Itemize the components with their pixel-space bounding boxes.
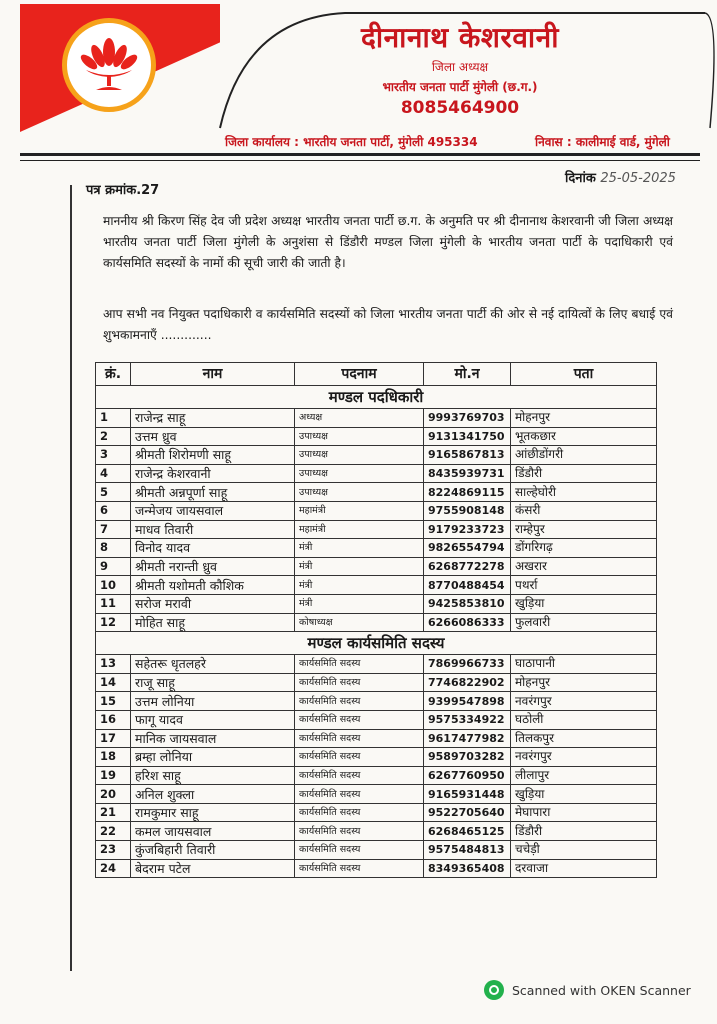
cell-mobile: 8349365408 (424, 859, 511, 878)
table-row (96, 446, 657, 465)
cell-designation: कार्यसमिति सदस्य (295, 766, 424, 785)
cell-mobile: 7746822902 (424, 673, 511, 692)
members-table (95, 362, 657, 878)
cell-designation: कोषाध्यक्ष (295, 613, 424, 632)
table-row (96, 613, 657, 632)
cell-name: श्रीमती यशोमती कौशिक (131, 576, 295, 595)
cell-designation: कार्यसमिति सदस्य (295, 785, 424, 804)
cell-address: साल्हेघोरी (511, 483, 657, 502)
cell-designation: महामंत्री (295, 501, 424, 520)
cell-mobile: 8770488454 (424, 576, 511, 595)
cell-address: भूतकछार (511, 427, 657, 446)
cell-designation: मंत्री (295, 557, 424, 576)
cell-designation: उपाध्यक्ष (295, 464, 424, 483)
cell-mobile: 9165867813 (424, 446, 511, 465)
cell-designation: मंत्री (295, 539, 424, 558)
cell-designation: कार्यसमिति सदस्य (295, 803, 424, 822)
cell-address: मोहनपुर (511, 673, 657, 692)
header-designation: पदनाम (295, 363, 424, 386)
cell-name: श्रीमती शिरोमणी साहू (131, 446, 295, 465)
cell-sn: 17 (96, 729, 131, 748)
cell-sn: 10 (96, 576, 131, 595)
cell-name: मानिक जायसवाल (131, 729, 295, 748)
cell-name: सरोज मरावी (131, 594, 295, 613)
cell-mobile: 6268465125 (424, 822, 511, 841)
table-row (96, 520, 657, 539)
lotus-icon (74, 30, 144, 100)
cell-mobile: 9826554794 (424, 539, 511, 558)
cell-sn: 2 (96, 427, 131, 446)
cell-address: कंसरी (511, 501, 657, 520)
cell-name: उत्तम ध्रुव (131, 427, 295, 446)
cell-address: घठोली (511, 710, 657, 729)
cell-address: अखरार (511, 557, 657, 576)
cell-designation: कार्यसमिति सदस्य (295, 692, 424, 711)
cell-mobile: 9589703282 (424, 748, 511, 767)
intro-paragraph: माननीय श्री किरण सिंह देव जी प्रदेश अध्यक्ष भारतीय जनता पार्टी छ.ग. के अनुमति पर श्री दीनानाथ केशरवानी जी जिला अध्यक्ष भारतीय जनता पार्टी जिला मुंगेली के अनुशंसा से डिंडौरी मण्डल जिला मुंगेली के भारतीय जनता पार्टी के पदाधिकारी एवं कार्यसमिति सदस्यों के नामों की सूची जारी की जाती है। (103, 214, 673, 270)
cell-designation: कार्यसमिति सदस्य (295, 710, 424, 729)
cell-name: सहेतरू धृतलहरे (131, 655, 295, 674)
section-title: मण्डल पदधिकारी (96, 386, 657, 409)
cell-name: कमल जायसवाल (131, 822, 295, 841)
cell-name: कुंजबिहारी तिवारी (131, 841, 295, 860)
table-row (96, 729, 657, 748)
table-row (96, 841, 657, 860)
leader-name: दीनानाथ केशरवानी (361, 21, 559, 54)
table-row (96, 673, 657, 692)
cell-designation: उपाध्यक्ष (295, 427, 424, 446)
cell-mobile: 9179233723 (424, 520, 511, 539)
section-header-row (96, 632, 657, 655)
cell-sn: 16 (96, 710, 131, 729)
divider-thick (20, 153, 700, 156)
cell-address: मोहनपुर (511, 409, 657, 428)
table-row (96, 748, 657, 767)
cell-name: विनोद यादव (131, 539, 295, 558)
cell-address: चचेड़ी (511, 841, 657, 860)
ref-value: .27 (136, 183, 160, 198)
cell-sn: 14 (96, 673, 131, 692)
table-row (96, 785, 657, 804)
cell-sn: 22 (96, 822, 131, 841)
cell-mobile: 9617477982 (424, 729, 511, 748)
residence-address: निवास : कालीमाई वार्ड, मुंगेली (535, 135, 670, 149)
cell-mobile: 9425853810 (424, 594, 511, 613)
cell-sn: 15 (96, 692, 131, 711)
cell-address: नवरंगपुर (511, 692, 657, 711)
cell-address: डोंगरिगढ़ (511, 539, 657, 558)
table-row (96, 576, 657, 595)
cell-name: ब्रम्हा लोनिया (131, 748, 295, 767)
cell-sn: 20 (96, 785, 131, 804)
cell-designation: मंत्री (295, 576, 424, 595)
bjp-lotus-logo (62, 18, 156, 112)
cell-mobile: 9993769703 (424, 409, 511, 428)
cell-name: राजेन्द्र केशरवानी (131, 464, 295, 483)
cell-address: नवरंगपुर (511, 748, 657, 767)
header-address: पता (511, 363, 657, 386)
cell-name: माधव तिवारी (131, 520, 295, 539)
cell-designation: कार्यसमिति सदस्य (295, 748, 424, 767)
table-row (96, 483, 657, 502)
cell-address: डिंडौरी (511, 822, 657, 841)
table-row (96, 501, 657, 520)
cell-name: श्रीमती अन्नपूर्णा साहू (131, 483, 295, 502)
margin-line (70, 185, 72, 971)
cell-mobile: 7869966733 (424, 655, 511, 674)
table-row (96, 822, 657, 841)
cell-address: तिलकपुर (511, 729, 657, 748)
cell-sn: 23 (96, 841, 131, 860)
cell-name: अनिल शुक्ला (131, 785, 295, 804)
cell-address: डिंडौरी (511, 464, 657, 483)
table-row (96, 859, 657, 878)
date-value: 25-05-2025 (600, 171, 676, 186)
cell-sn: 24 (96, 859, 131, 878)
cell-sn: 19 (96, 766, 131, 785)
cell-name: रामकुमार साहू (131, 803, 295, 822)
cell-designation: कार्यसमिति सदस्य (295, 841, 424, 860)
phone-number: 8085464900 (400, 98, 520, 118)
office-address: जिला कार्यालय : भारतीय जनता पार्टी, मुंगेली 495334 (225, 135, 478, 149)
table-row (96, 710, 657, 729)
section-header-row (96, 386, 657, 409)
cell-address: खुड़िया (511, 594, 657, 613)
cell-designation: महामंत्री (295, 520, 424, 539)
divider-thin (20, 160, 700, 161)
cell-sn: 4 (96, 464, 131, 483)
cell-sn: 3 (96, 446, 131, 465)
letter-reference (86, 180, 159, 198)
scanner-watermark (484, 980, 691, 1000)
cell-mobile: 9575334922 (424, 710, 511, 729)
cell-designation: कार्यसमिति सदस्य (295, 673, 424, 692)
cell-sn: 18 (96, 748, 131, 767)
cell-mobile: 9755908148 (424, 501, 511, 520)
table-header-row (96, 363, 657, 386)
cell-address: मेघापारा (511, 803, 657, 822)
cell-sn: 5 (96, 483, 131, 502)
cell-designation: उपाध्यक्ष (295, 483, 424, 502)
cell-mobile: 9575484813 (424, 841, 511, 860)
cell-sn: 9 (96, 557, 131, 576)
header-mobile: मो.न (424, 363, 511, 386)
table-row (96, 803, 657, 822)
cell-address: राम्हेपुर (511, 520, 657, 539)
cell-address: फुलवारी (511, 613, 657, 632)
cell-name: बेदराम पटेल (131, 859, 295, 878)
ref-label: पत्र क्रमांक (86, 183, 137, 198)
table-row (96, 409, 657, 428)
cell-mobile: 9131341750 (424, 427, 511, 446)
cell-name: श्रीमती नरान्ती ध्रुव (131, 557, 295, 576)
cell-designation: मंत्री (295, 594, 424, 613)
cell-address: लीलापुर (511, 766, 657, 785)
section-title: मण्डल कार्यसमिति सदस्य (96, 632, 657, 655)
cell-sn: 11 (96, 594, 131, 613)
cell-address: पथर्रा (511, 576, 657, 595)
designation: जिला अध्यक्ष (431, 60, 489, 74)
scanner-logo-icon (484, 980, 504, 1000)
table-row (96, 766, 657, 785)
cell-name: राजू साहू (131, 673, 295, 692)
cell-designation: उपाध्यक्ष (295, 446, 424, 465)
header-name: नाम (131, 363, 295, 386)
cell-address: दरवाजा (511, 859, 657, 878)
cell-mobile: 6266086333 (424, 613, 511, 632)
table-row (96, 539, 657, 558)
cell-sn: 13 (96, 655, 131, 674)
header-sn: क्रं. (96, 363, 131, 386)
table-row (96, 594, 657, 613)
cell-sn: 8 (96, 539, 131, 558)
cell-mobile: 9522705640 (424, 803, 511, 822)
date-label: दिनांक (565, 171, 596, 186)
table-row (96, 557, 657, 576)
cell-name: राजेन्द्र साहू (131, 409, 295, 428)
cell-sn: 1 (96, 409, 131, 428)
cell-sn: 6 (96, 501, 131, 520)
greeting-paragraph: आप सभी नव नियुक्त पदाधिकारी व कार्यसमिति सदस्यों को जिला भारतीय जनता पार्टी की ओर से नई दायित्वों के लिए बधाई एवं शुभकामनाएँ ............. (103, 307, 673, 342)
cell-name: मोहित साहू (131, 613, 295, 632)
cell-mobile: 8224869115 (424, 483, 511, 502)
cell-sn: 21 (96, 803, 131, 822)
cell-name: फागू यादव (131, 710, 295, 729)
cell-sn: 12 (96, 613, 131, 632)
cell-designation: कार्यसमिति सदस्य (295, 859, 424, 878)
cell-mobile: 8435939731 (424, 464, 511, 483)
cell-designation: कार्यसमिति सदस्य (295, 729, 424, 748)
cell-mobile: 6268772278 (424, 557, 511, 576)
cell-sn: 7 (96, 520, 131, 539)
cell-name: उत्तम लोनिया (131, 692, 295, 711)
scanner-text: Scanned with OKEN Scanner (512, 982, 691, 998)
cell-mobile: 9399547898 (424, 692, 511, 711)
cell-mobile: 6267760950 (424, 766, 511, 785)
cell-address: खुड़िया (511, 785, 657, 804)
cell-designation: अध्यक्ष (295, 409, 424, 428)
cell-mobile: 9165931448 (424, 785, 511, 804)
cell-name: जन्मेजय जायसवाल (131, 501, 295, 520)
party-name: भारतीय जनता पार्टी मुंगेली (छ.ग.) (382, 80, 538, 94)
table-row (96, 427, 657, 446)
cell-name: हरिश साहू (131, 766, 295, 785)
cell-designation: कार्यसमिति सदस्य (295, 822, 424, 841)
letter-date (565, 168, 676, 186)
table-row (96, 464, 657, 483)
cell-designation: कार्यसमिति सदस्य (295, 655, 424, 674)
cell-address: घाठापानी (511, 655, 657, 674)
table-row (96, 655, 657, 674)
table-row (96, 692, 657, 711)
cell-address: आंछीडोंगरी (511, 446, 657, 465)
